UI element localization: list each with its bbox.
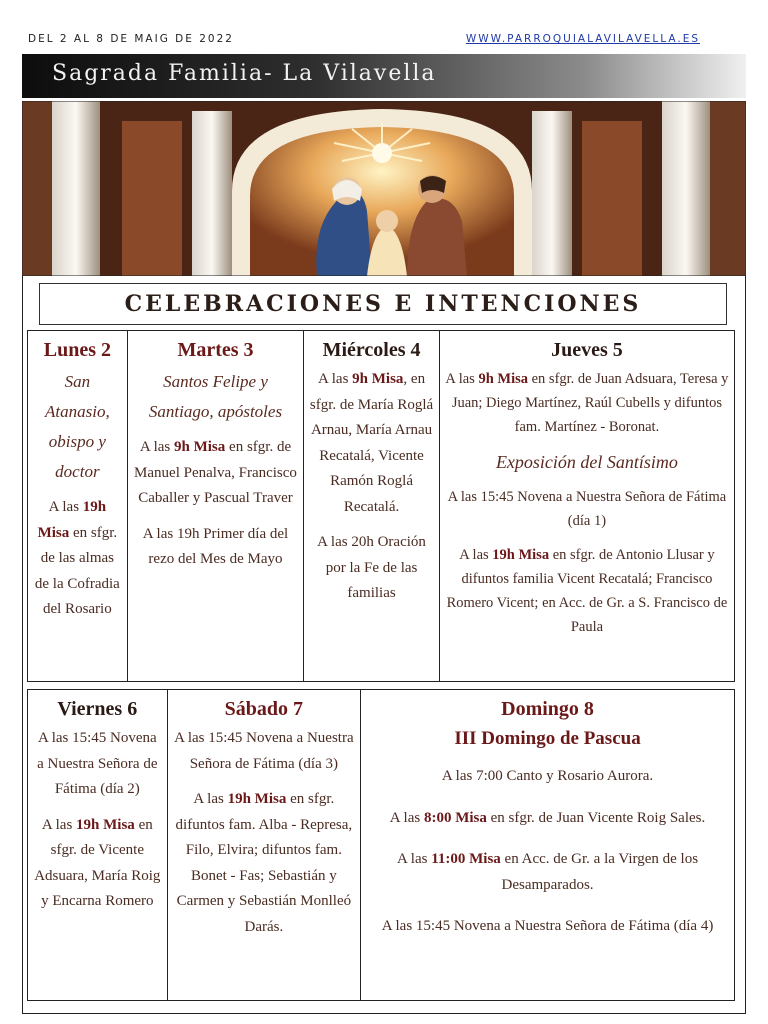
day-heading: Martes 3: [177, 339, 254, 361]
mass-intention: A las 19h Misa en sfgr. de Vicente Adsuara, María Roig y Encarna Romero: [34, 816, 161, 909]
novena-text: A las 15:45 Novena a Nuestra Señora de Fátima (día 1): [447, 489, 727, 529]
mass-intention: A las 8:00 Misa en sfgr. de Juan Vicente Roig Sales.: [389, 809, 706, 826]
liturgical-subtitle: III Domingo de Pascua: [454, 728, 641, 749]
day-monday: [28, 331, 128, 681]
section-heading: CELEBRACIONES E INTENCIONES: [39, 283, 727, 325]
novena-text: A las 15:45 Novena a Nuestra Señora de Fátima (día 2): [37, 730, 158, 797]
day-thursday: [440, 331, 734, 681]
saint-of-day: Santos Felipe y Santiago, apóstoles: [148, 372, 283, 421]
mass-intention: A las 9h Misa en sfgr. de Manuel Penalva, Francisco Caballer y Pascual Traver: [134, 439, 297, 506]
day-heading: Miércoles 4: [322, 339, 421, 361]
event-text: A las 20h Oración por la Fe de las familias: [317, 534, 426, 601]
mass-intention: A las 9h Misa en sfgr. de Juan Adsuara, Teresa y Juan; Diego Martínez, Raúl Cubells y difuntos fam. Martínez - Boronat.: [445, 371, 729, 435]
day-heading: Lunes 2: [43, 339, 111, 361]
page-title: Sagrada Familia- La Vilavella: [52, 61, 437, 86]
header-line: [28, 33, 700, 47]
day-tuesday: [128, 331, 305, 681]
mass-intention: A las 19h Misa en sfgr. difuntos fam. Alba - Represa, Filo, Elvira; difuntos fam. Bonet - Fas; Sebastián y Carmen y Sebastián Monlleó Darás.: [175, 791, 353, 935]
day-heading: Domingo 8: [501, 698, 594, 720]
day-heading: Sábado 7: [224, 698, 304, 720]
day-heading: Viernes 6: [57, 698, 138, 720]
week-grid-bottom: [27, 689, 735, 1001]
event-text: A las 19h Primer día del rezo del Mes de Mayo: [142, 525, 289, 567]
day-friday: [28, 690, 168, 1000]
day-sunday: [361, 690, 734, 1000]
exposition-text: Exposición del Santísimo: [495, 452, 678, 472]
day-wednesday: [304, 331, 440, 681]
novena-text: A las 15:45 Novena a Nuestra Señora de Fátima (día 4): [381, 918, 714, 934]
title-band: [22, 54, 746, 98]
mass-intention: A las 19h Misa en sfgr. de Antonio Llusar y difuntos familia Vicent Recatalá; Francisco Romero Vicent; en Acc. de Gr. a S. Francisco de Paula: [446, 547, 728, 635]
mass-intention: A las 9h Misa, en sfgr. de María Roglá Arnau, María Arnau Recatalá, Vicente Ramón Roglá Recatalá.: [309, 371, 434, 515]
mass-intention: A las 11:00 Misa en Acc. de Gr. a la Virgen de los Desamparados.: [397, 851, 699, 893]
saint-of-day: San Atanasio, obispo y doctor: [45, 372, 110, 481]
day-heading: Jueves 5: [551, 339, 623, 361]
rosary-text: A las 7:00 Canto y Rosario Aurora.: [441, 768, 654, 784]
day-saturday: [168, 690, 361, 1000]
week-grid-top: [27, 330, 735, 682]
novena-text: A las 15:45 Novena a Nuestra Señora de Fátima (día 3): [174, 730, 354, 772]
website-link[interactable]: WWW.PARROQUIALAVILAVELLA.ES: [465, 33, 700, 45]
altarpiece-image: [22, 101, 746, 276]
mass-intention: A las 19h Misa en sfgr. de las almas de la Cofradia del Rosario: [34, 499, 120, 617]
date-range: DEL 2 AL 8 DE MAIG DE 2022: [28, 33, 234, 45]
